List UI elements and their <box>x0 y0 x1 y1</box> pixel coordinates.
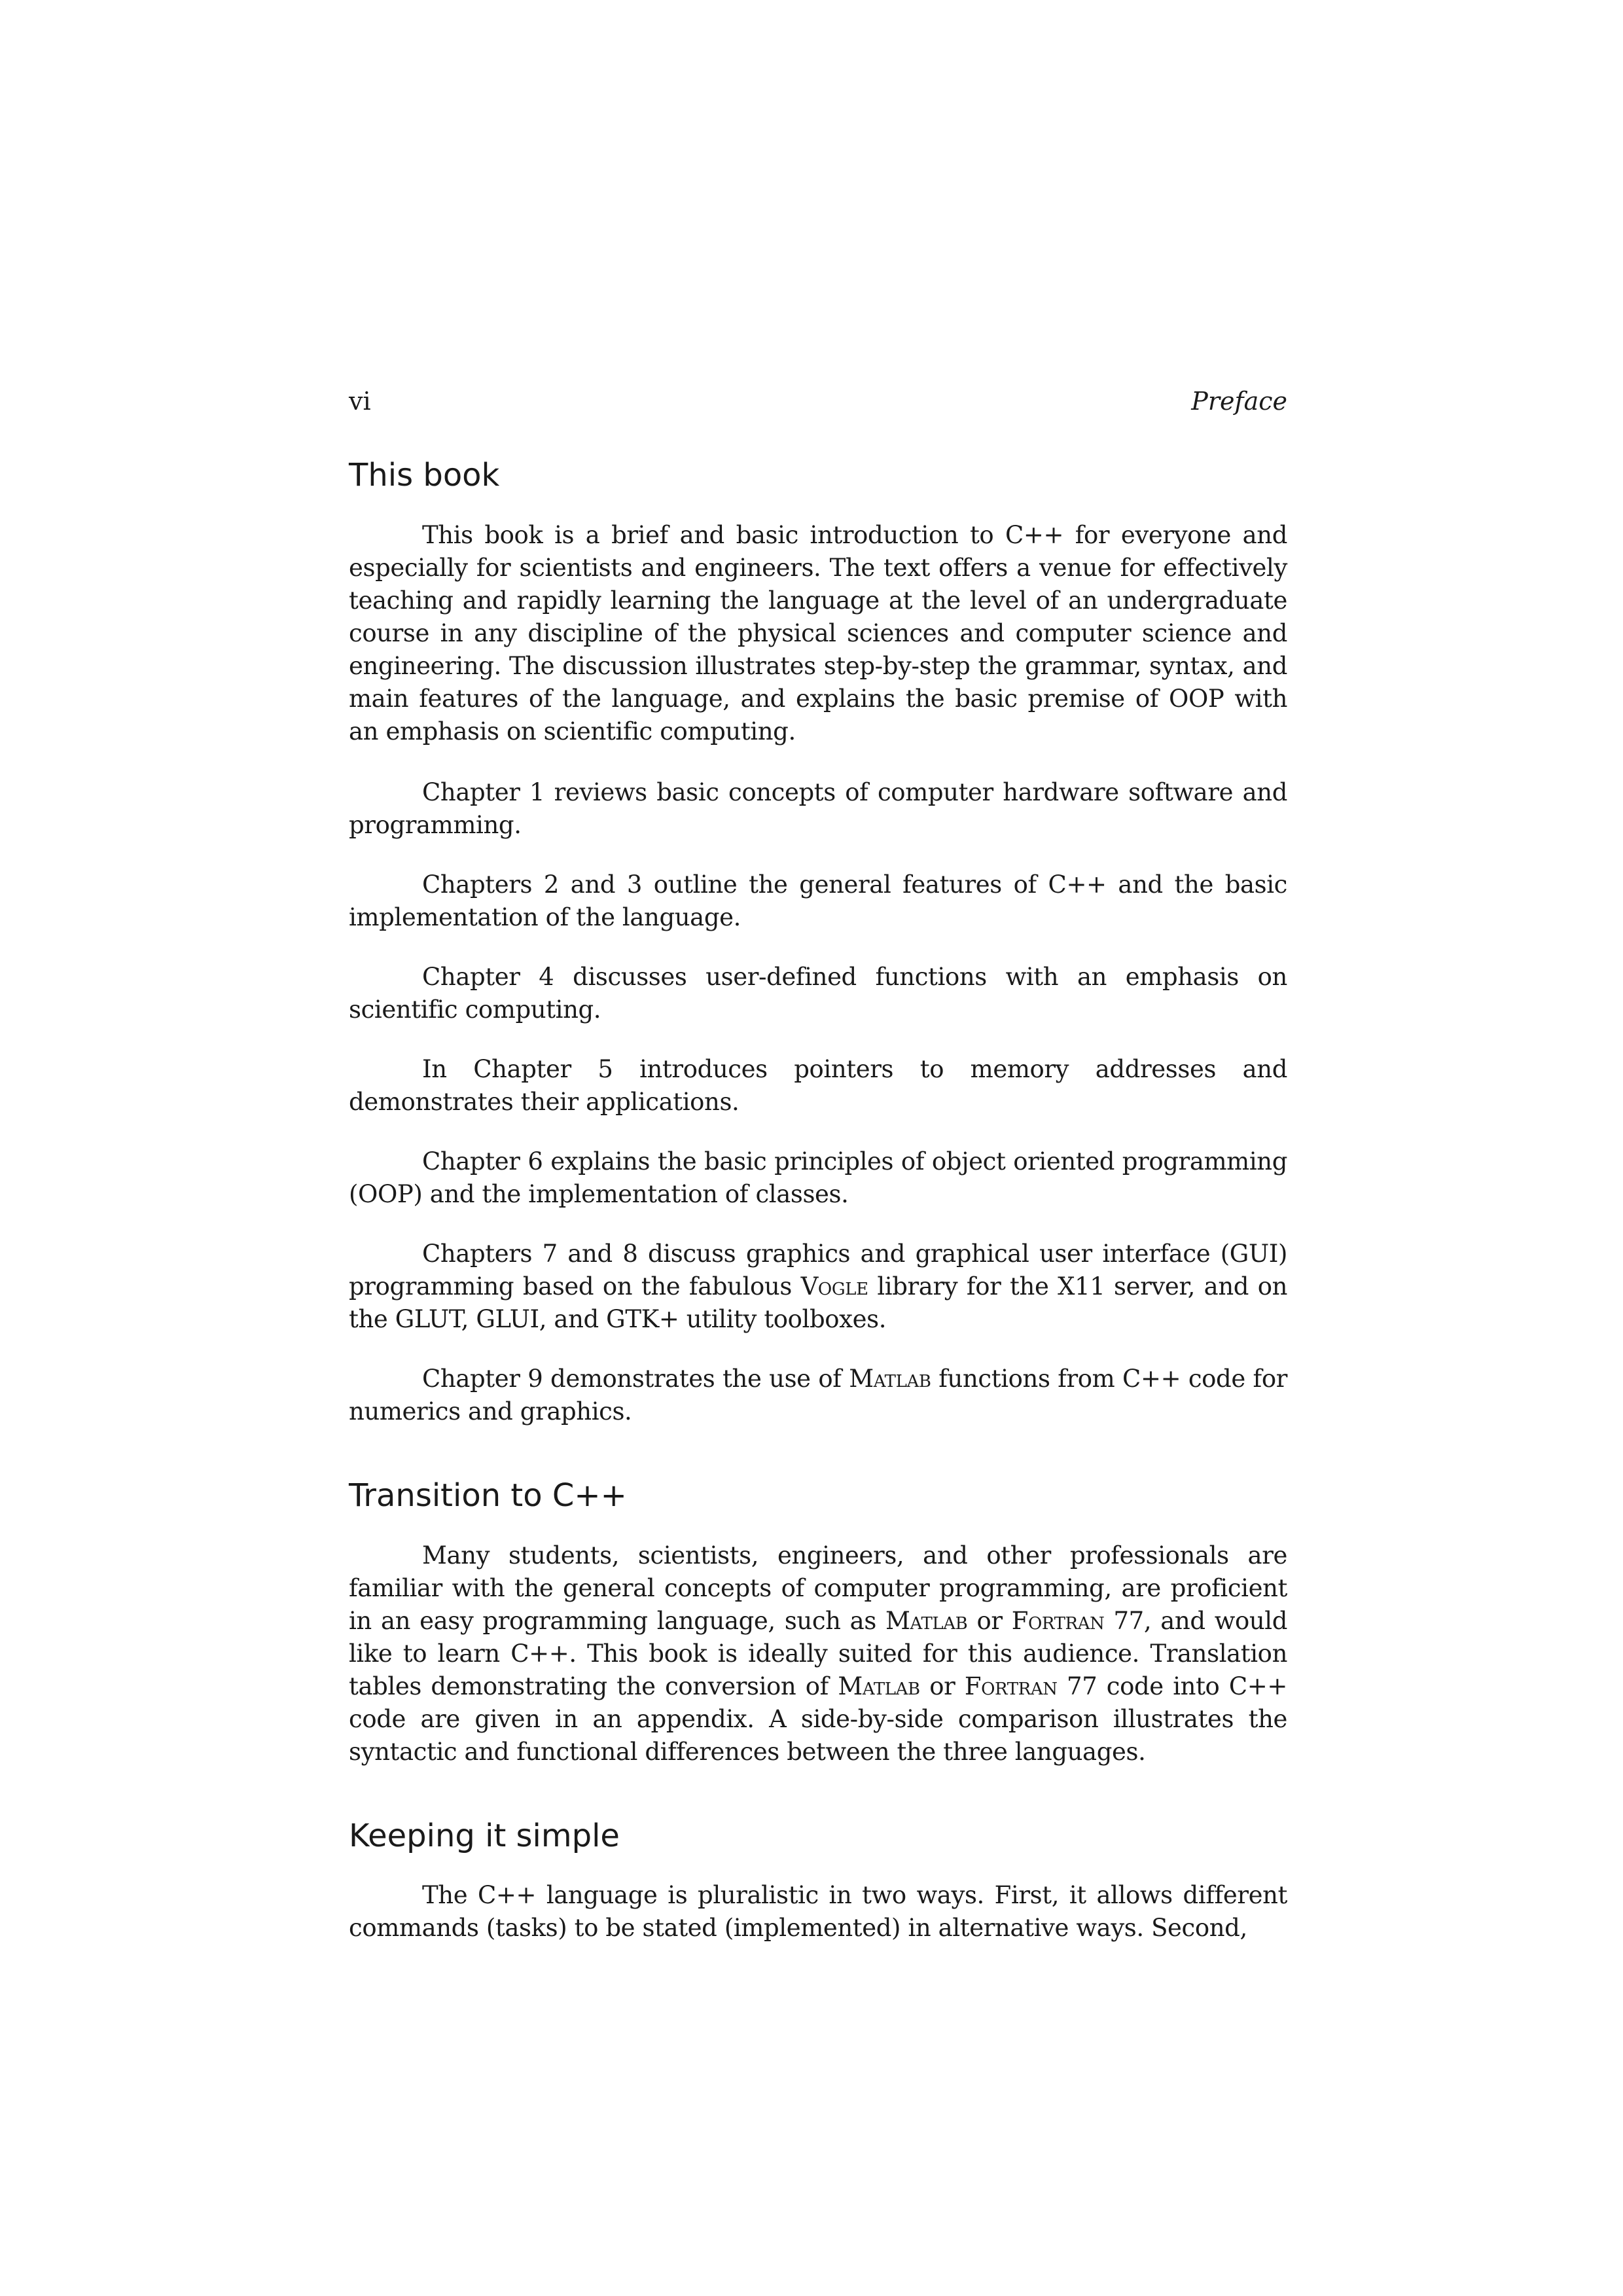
paragraph-chapter-9 <box>349 1363 1287 1428</box>
running-title: Preface <box>1191 387 1287 416</box>
page-number: vi <box>349 387 371 416</box>
text-run: or <box>919 1672 965 1700</box>
paragraph-chapter-1: Chapter 1 reviews basic concepts of computer hardware software and programming. <box>349 778 1287 839</box>
section-heading-keeping-it-simple: Keeping it simple <box>349 1818 620 1854</box>
text-run: Chapters 7 and 8 discuss graphics and graphical user interface (GUI) programming based on the fabulous <box>349 1240 1287 1300</box>
paragraph-chapter-4: Chapter 4 discusses user-defined functions with an emphasis on scientific computing. <box>349 963 1287 1024</box>
text-run: library for the X11 server, and on the GLUT, GLUI, and GTK+ utility toolboxes. <box>349 1272 1288 1333</box>
running-header <box>349 383 1287 420</box>
matlab-name: Matlab <box>838 1672 920 1700</box>
text-run: functions from C++ code for numerics and graphics. <box>349 1365 1287 1426</box>
matlab-name: Matlab <box>885 1607 968 1635</box>
paragraph-chapter-5: In Chapter 5 introduces pointers to memory addresses and demonstrates their applications. <box>349 1055 1287 1116</box>
text-run: Chapter 9 demonstrates the use of <box>422 1365 849 1393</box>
section-heading-this-book: This book <box>349 457 500 493</box>
paragraph-chapter-6: Chapter 6 explains the basic principles of object oriented programming (OOP) and the implementation of classes. <box>349 1147 1287 1208</box>
fortran-name: Fortran <box>964 1672 1058 1700</box>
paragraph-chapters-7-8 <box>349 1238 1287 1336</box>
paragraph-chapters-2-3: Chapters 2 and 3 outline the general features of C++ and the basic implementation of the language. <box>349 870 1287 931</box>
paragraph-transition <box>349 1539 1287 1768</box>
text-run: 77, and would like to learn C++. This book is ideally suited for this audience. Translation tables demonstrating the conversion of <box>349 1607 1287 1700</box>
section-heading-transition: Transition to C++ <box>349 1477 627 1514</box>
text-run: or <box>967 1607 1012 1635</box>
paragraph-keeping-simple: The C++ language is pluralistic in two ways. First, it allows different commands (tasks) to be stated (implemented) in alternative ways. Second, <box>349 1881 1287 1942</box>
fortran-name: Fortran <box>1011 1607 1105 1635</box>
paragraph-intro: This book is a brief and basic introduction to C++ for everyone and especially for scientists and engineers. The text offers a venue for effectively teaching and rapidly learning the language at the level of an undergraduate course in any discipline of the physical sciences and computer science and engineering. The discussion illustrates step-by-step the grammar, syntax, and main features of the language, and explains the basic premise of OOP with an emphasis on scientific computing. <box>349 521 1287 745</box>
text-run: 77 code into C++ code are given in an appendix. A side-by-side comparison illustrates the syntactic and functional differences between the three languages. <box>349 1672 1287 1766</box>
vogle-name: Vogle <box>800 1272 868 1300</box>
matlab-name: Matlab <box>849 1365 931 1393</box>
text-run: Many students, scientists, engineers, and other professionals are familiar with the general concepts of computer programming, are proficient in an easy programming language, such as <box>349 1541 1287 1635</box>
